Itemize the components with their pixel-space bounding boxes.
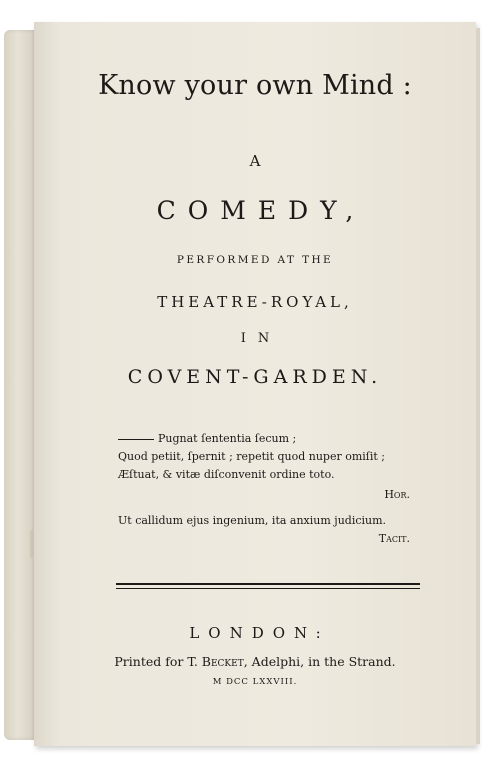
epigraph-dash — [118, 439, 154, 440]
double-rule-thick — [116, 583, 420, 585]
epigraph-author-horace: Hor. — [384, 488, 410, 501]
imprint-prefix: Printed for T. — [114, 654, 202, 669]
epigraph-author-tacitus: Tacit. — [378, 532, 410, 545]
page-edge — [476, 28, 480, 744]
play-title: Know your own Mind : — [98, 70, 412, 101]
epigraph-line-2: Quod petiit, ſpernit ; repetit quod nuper omiſit ; — [118, 450, 386, 463]
imprint-city: LONDON: — [189, 624, 330, 642]
book-spine — [4, 30, 38, 740]
title-page — [34, 22, 476, 746]
double-rule-thin — [116, 588, 420, 589]
imprint-printer-line — [34, 654, 476, 669]
epigraph-line-1 — [118, 432, 296, 445]
imprint-year: M DCC LXXVIII. — [212, 677, 298, 687]
epigraph-line-3: Æſtuat, & vitæ diſconvenit ordine toto. — [118, 468, 335, 481]
genre-line: COMEDY, — [156, 196, 366, 225]
book — [4, 22, 480, 750]
performed-line: PERFORMED AT THE — [176, 254, 334, 266]
imprint-suffix: , Adelphi, in the Strand. — [243, 654, 396, 669]
in-line: IN — [240, 331, 282, 346]
theatre-line: THEATRE-ROYAL, — [157, 293, 353, 311]
article-line: A — [249, 152, 261, 170]
epigraph-line-4: Ut callidum ejus ingenium, ita anxium judicium. — [118, 514, 387, 527]
venue-line: COVENT-GARDEN. — [127, 366, 383, 388]
epigraph-line-1-text: Pugnat ſententia ſecum ; — [158, 432, 297, 445]
imprint-printer-name: Becket — [201, 654, 244, 669]
